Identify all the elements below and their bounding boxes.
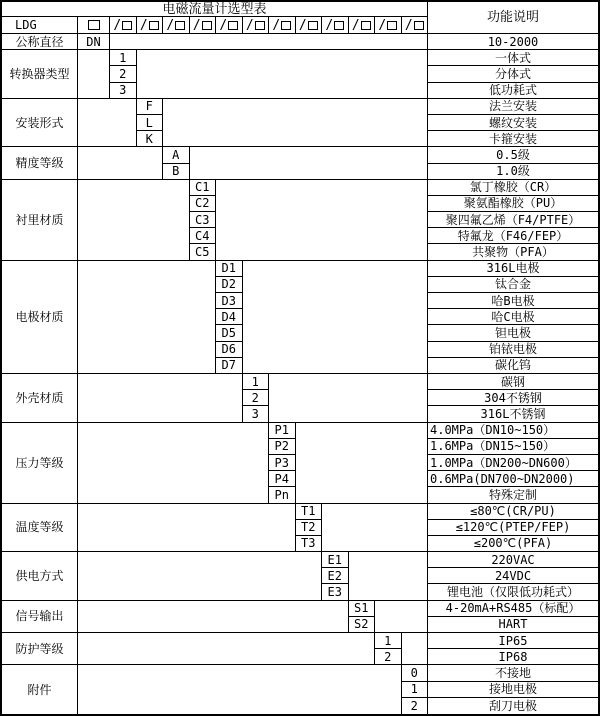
group-6-desc-0: 碳钢 xyxy=(428,374,598,390)
group-7-code-P1: P1 xyxy=(269,423,296,439)
group-12-code-0: 0 xyxy=(402,665,429,681)
group-3-spacer-right xyxy=(190,147,429,179)
group-8-desc-2: ≤200℃(PFA) xyxy=(428,536,598,552)
table-title: 电磁流量计选型表 xyxy=(2,2,428,17)
group-9-spacer-left xyxy=(78,552,322,601)
group-1-spacer-left xyxy=(78,50,110,99)
group-11-label: 防护等级 xyxy=(2,633,78,665)
group-4-desc-1: 聚氨酯橡胶（PU） xyxy=(428,196,598,212)
group-11-code-1: 1 xyxy=(375,633,402,649)
checkbox-icon xyxy=(334,21,344,30)
slash-icon: / xyxy=(139,17,148,33)
group-3-desc-0: 0.5级 xyxy=(428,147,598,163)
checkbox-icon xyxy=(414,21,424,30)
group-5-desc-1: 钛合金 xyxy=(428,277,598,293)
checkbox-icon xyxy=(255,21,265,30)
slash-icon: / xyxy=(192,17,201,33)
group-12-desc-1: 接地电极 xyxy=(428,682,598,698)
group-4-code-C2: C2 xyxy=(190,196,217,212)
group-10-code-S2: S2 xyxy=(349,617,376,633)
group-12-desc-2: 刮刀电极 xyxy=(488,698,537,713)
group-5-code-D2: D2 xyxy=(216,277,243,293)
group-4-spacer-right xyxy=(216,180,428,261)
group-12-label: 附件 xyxy=(2,665,78,714)
slash-icon: / xyxy=(245,17,254,33)
group-5-spacer-left xyxy=(78,261,216,374)
group-9-label: 供电方式 xyxy=(2,552,78,601)
checkbox-icon xyxy=(88,20,100,30)
group-7-desc-0: 4.0MPa（DN10~150） xyxy=(428,423,598,439)
group-0-label: 公称直径 xyxy=(2,34,78,50)
group-5-code-D5: D5 xyxy=(216,325,243,341)
group-12-code-1: 1 xyxy=(402,682,429,698)
group-4-code-C5: C5 xyxy=(190,244,217,260)
checkbox-icon xyxy=(281,21,291,30)
group-8-desc-1: ≤120℃(PTEP/FEP) xyxy=(428,520,598,536)
group-10-spacer-right xyxy=(375,601,428,633)
group-7-code-P4: P4 xyxy=(269,471,296,487)
group-5-code-D1: D1 xyxy=(216,261,243,277)
group-11-spacer-right xyxy=(402,633,429,665)
model-box-slot xyxy=(78,17,110,34)
model-prefix-label: LDG xyxy=(2,17,78,34)
group-5-code-D7: D7 xyxy=(216,358,243,374)
group-3-label: 精度等级 xyxy=(2,147,78,179)
group-7-label: 压力等级 xyxy=(2,423,78,504)
group-8-code-T3: T3 xyxy=(296,536,323,552)
group-0-code-DN: DN xyxy=(78,34,110,50)
group-0-spacer-right xyxy=(110,34,428,50)
group-5-code-D3: D3 xyxy=(216,293,243,309)
model-slash-slot-7 xyxy=(269,17,296,34)
group-8-code-T1: T1 xyxy=(296,504,323,520)
group-6-code-2: 2 xyxy=(243,390,270,406)
model-slash-slot-4 xyxy=(190,17,217,34)
group-2-desc-1: 螺纹安装 xyxy=(428,115,598,131)
group-11-spacer-left xyxy=(78,633,375,665)
group-4-code-C3: C3 xyxy=(190,212,217,228)
group-6-code-3: 3 xyxy=(243,406,270,422)
group-6-desc-2: 316L不锈钢 xyxy=(428,406,598,422)
model-slash-slot-11 xyxy=(375,17,402,34)
group-2-spacer-left xyxy=(78,99,137,148)
group-8-spacer-right xyxy=(322,504,428,553)
group-4-label: 衬里材质 xyxy=(2,180,78,261)
group-10-spacer-left xyxy=(78,601,349,633)
slash-icon: / xyxy=(325,17,334,33)
group-3-code-B: B xyxy=(163,164,190,180)
checkbox-icon xyxy=(149,21,159,30)
group-4-desc-4: 共聚物（PFA） xyxy=(428,244,598,260)
group-9-desc-0: 220VAC xyxy=(428,552,598,568)
slash-icon: / xyxy=(166,17,175,33)
model-slash-slot-12 xyxy=(402,17,429,34)
group-7-desc-1: 1.6MPa（DN15~150） xyxy=(428,439,598,455)
group-2-desc-2: 卡箍安装 xyxy=(428,131,598,147)
function-header: 功能说明 xyxy=(428,2,598,34)
group-9-spacer-right xyxy=(349,552,429,601)
group-5-code-D4: D4 xyxy=(216,309,243,325)
group-10-label: 信号输出 xyxy=(2,601,78,633)
group-7-desc-3: 0.6MPa(DN700~DN2000) xyxy=(428,471,598,487)
slash-icon: / xyxy=(219,17,228,33)
checkbox-icon xyxy=(361,21,371,30)
slash-icon: / xyxy=(272,17,281,33)
group-1-code-3: 3 xyxy=(110,83,137,99)
model-slash-slot-1 xyxy=(110,17,137,34)
group-8-spacer-left xyxy=(78,504,296,553)
checkbox-icon xyxy=(175,21,185,30)
checkbox-icon xyxy=(122,21,132,30)
group-5-desc-3: 哈C电极 xyxy=(428,309,598,325)
group-9-code-E2: E2 xyxy=(322,568,349,584)
group-2-code-L: L xyxy=(137,115,164,131)
group-1-desc-0: 一体式 xyxy=(428,50,598,66)
group-4-desc-3: 特氟龙（F46/FEP） xyxy=(428,228,598,244)
group-1-code-1: 1 xyxy=(110,50,137,66)
slash-icon: / xyxy=(378,17,387,33)
group-6-spacer-right xyxy=(269,374,428,423)
group-8-code-T2: T2 xyxy=(296,520,323,536)
group-1-desc-1: 分体式 xyxy=(428,66,598,82)
group-9-desc-2: 锂电池（仅限低功耗式） xyxy=(428,584,598,600)
group-2-code-F: F xyxy=(137,99,164,115)
group-2-code-K: K xyxy=(137,131,164,147)
group-2-desc-0: 法兰安装 xyxy=(428,99,598,115)
group-5-desc-0: 316L电极 xyxy=(428,261,598,277)
group-11-code-2: 2 xyxy=(375,649,402,665)
group-8-label: 温度等级 xyxy=(2,504,78,553)
model-slash-slot-2 xyxy=(137,17,164,34)
group-6-code-1: 1 xyxy=(243,374,270,390)
slash-icon: / xyxy=(351,17,360,33)
checkbox-icon xyxy=(228,21,238,30)
checkbox-icon xyxy=(202,21,212,30)
group-7-spacer-right xyxy=(296,423,429,504)
group-6-desc-1: 304不锈钢 xyxy=(428,390,598,406)
group-5-desc-2: 哈B电极 xyxy=(428,293,598,309)
group-7-spacer-left xyxy=(78,423,269,504)
group-12-spacer-left xyxy=(78,665,402,714)
group-3-spacer-left xyxy=(78,147,163,179)
group-7-desc-4: 特殊定制 xyxy=(428,487,598,503)
group-4-spacer-left xyxy=(78,180,190,261)
group-4-desc-0: 氯丁橡胶（CR） xyxy=(428,180,598,196)
group-5-desc-6: 碳化钨 xyxy=(428,358,598,374)
checkbox-icon xyxy=(387,21,397,30)
group-10-desc-1: HART xyxy=(428,617,598,633)
group-4-code-C4: C4 xyxy=(190,228,217,244)
group-1-code-2: 2 xyxy=(110,66,137,82)
model-slash-slot-8 xyxy=(296,17,323,34)
slash-icon: / xyxy=(298,17,307,33)
group-6-label: 外壳材质 xyxy=(2,374,78,423)
group-2-spacer-right xyxy=(163,99,428,148)
group-11-desc-1: IP68 xyxy=(428,649,598,665)
slash-icon: / xyxy=(113,17,122,33)
group-4-code-C1: C1 xyxy=(190,180,217,196)
group-7-desc-2: 1.0MPa（DN200~DN600） xyxy=(428,455,598,471)
group-0-desc-0: 10-2000 xyxy=(428,34,598,50)
model-slash-slot-10 xyxy=(349,17,376,34)
group-7-code-P2: P2 xyxy=(269,439,296,455)
group-11-desc-0: IP65 xyxy=(428,633,598,649)
slash-icon: / xyxy=(404,17,413,33)
group-5-code-D6: D6 xyxy=(216,342,243,358)
model-slash-slot-5 xyxy=(216,17,243,34)
group-7-code-P3: P3 xyxy=(269,455,296,471)
group-7-code-Pn: Pn xyxy=(269,487,296,503)
group-1-desc-2: 低功耗式 xyxy=(428,83,598,99)
group-1-label: 转换器类型 xyxy=(2,50,78,99)
model-slash-slot-6 xyxy=(243,17,270,34)
group-10-code-S1: S1 xyxy=(349,601,376,617)
group-9-code-E3: E3 xyxy=(322,584,349,600)
group-12-desc-0: 不接地 xyxy=(428,665,598,681)
group-5-label: 电极材质 xyxy=(2,261,78,374)
model-slash-slot-3 xyxy=(163,17,190,34)
model-slash-slot-9 xyxy=(322,17,349,34)
group-9-code-E1: E1 xyxy=(322,552,349,568)
group-3-desc-1: 1.0级 xyxy=(428,164,598,180)
group-5-desc-5: 铂铱电极 xyxy=(428,342,598,358)
checkbox-icon xyxy=(308,21,318,30)
group-12-code-2: 2 xyxy=(402,698,429,714)
group-6-spacer-left xyxy=(78,374,243,423)
group-5-spacer-right xyxy=(243,261,429,374)
group-5-desc-4: 钽电极 xyxy=(428,325,598,341)
group-1-spacer-right xyxy=(137,50,429,99)
group-3-code-A: A xyxy=(163,147,190,163)
group-10-desc-0: 4-20mA+RS485（标配） xyxy=(428,601,598,617)
group-2-label: 安装形式 xyxy=(2,99,78,148)
group-4-desc-2: 聚四氟乙烯（F4/PTFE） xyxy=(428,212,598,228)
group-8-desc-0: ≤80℃(CR/PU) xyxy=(428,504,598,520)
group-9-desc-1: 24VDC xyxy=(428,568,598,584)
